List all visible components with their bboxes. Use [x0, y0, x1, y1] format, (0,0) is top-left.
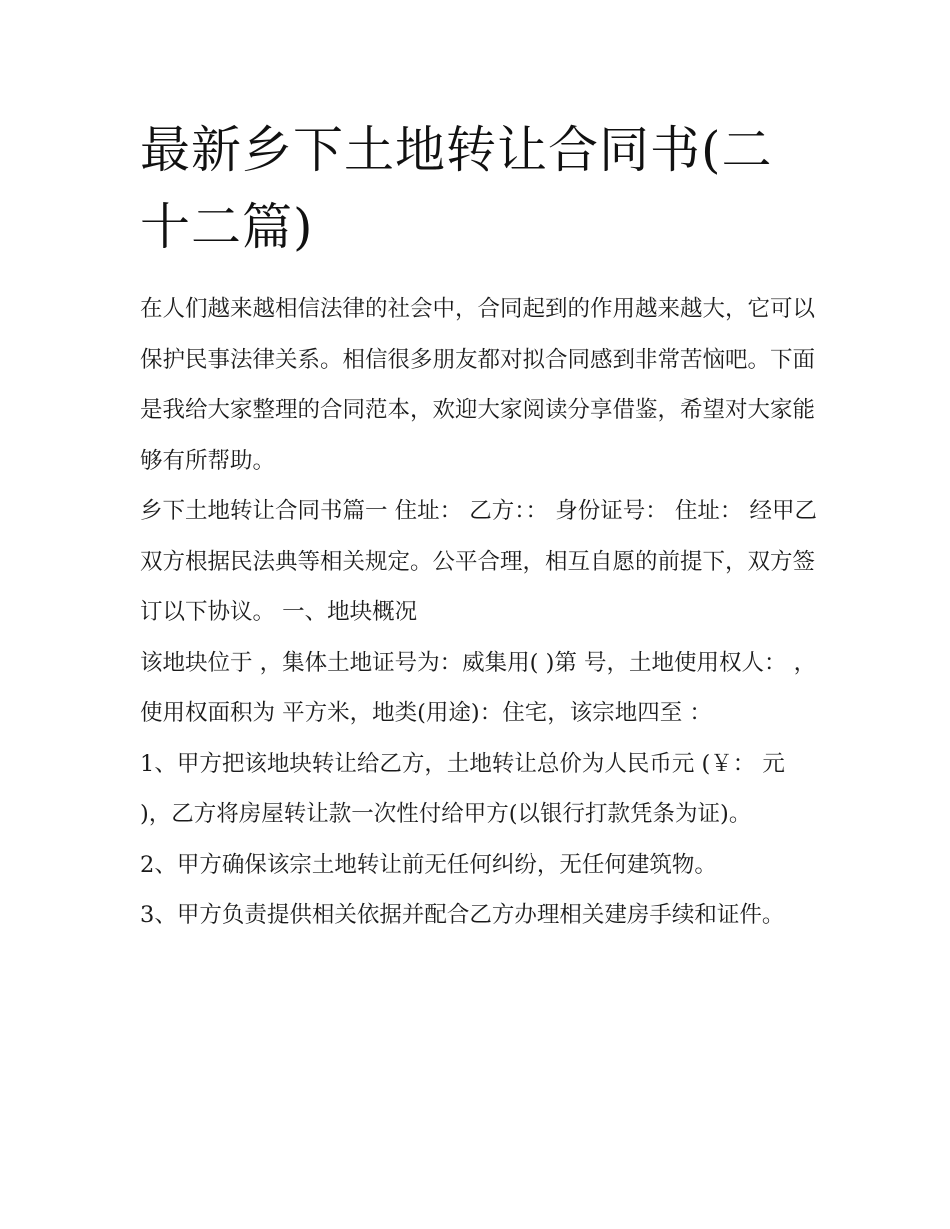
- paragraph-intro: 在人们越来越相信法律的社会中，合同起到的作用越来越大，它可以保护民事法律关系。相信很多朋友都对拟合同感到非常苦恼吧。下面是我给大家整理的合同范本，欢迎大家阅读分享借鉴，希望对大家能够有所帮助。: [140, 296, 816, 474]
- clause-1: 1、甲方把该地块转让给乙方，土地转让总价为人民币元 (￥： 元 )，乙方将房屋转让款一次性付给甲方(以银行打款凭条为证)。: [140, 750, 785, 827]
- document-body: [140, 112, 820, 941]
- paragraph-parties: 乡下土地转让合同书篇一 住址： 乙方：： 身份证号： 住址： 经甲乙双方根据民法典等相关规定。公平合理，相互自愿的前提下，双方签订以下协议。 一、地块概况: [140, 498, 818, 625]
- clause-3: 3、甲方负责提供相关依据并配合乙方办理相关建房手续和证件。: [140, 902, 785, 928]
- paragraph-land-overview: 该地块位于 ，集体土地证号为：威集用( )第 号，土地使用权人： ，使用权面积为 平方米，地类(用途)：住宅，该宗地四至 ：: [140, 649, 817, 726]
- document-title: 最新乡下土地转让合同书(二十二篇): [140, 121, 773, 256]
- clause-2: 2、甲方确保该宗土地转让前无任何纠纷，无任何建筑物。: [140, 851, 717, 878]
